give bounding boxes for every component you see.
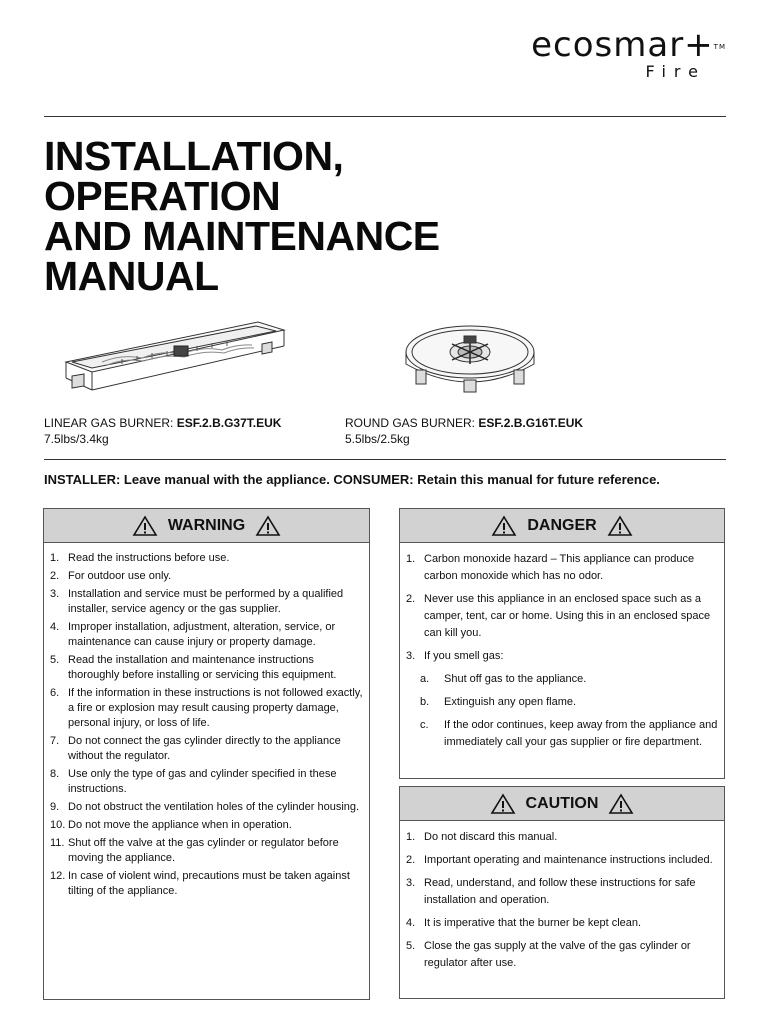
warning-item-number: 1. [50, 552, 60, 564]
warning-list [44, 543, 369, 899]
warning-item [50, 767, 363, 797]
danger-subitem-text: If the odor continues, keep away from the appliance and immediately call your gas supplier or fire department. [444, 719, 718, 748]
manual-title [44, 133, 440, 299]
middle-divider [44, 459, 726, 460]
warning-item-text: Read the instructions before use. [68, 552, 230, 564]
linear-burner-image [62, 318, 286, 394]
warning-item [50, 869, 363, 899]
warning-triangle-icon [491, 515, 517, 537]
top-divider [44, 116, 726, 117]
linear-burner-line [44, 415, 281, 431]
caution-heading: CAUTION [525, 794, 599, 812]
caution-item [406, 875, 718, 909]
caution-list [400, 821, 724, 972]
title-line-4: MANUAL [44, 253, 219, 299]
danger-subitem-text: Extinguish any open flame. [444, 696, 577, 708]
danger-item [406, 648, 718, 665]
warning-item [50, 569, 363, 584]
caution-item-number: 1. [406, 831, 416, 843]
brand-subtitle: Fire [645, 62, 706, 81]
caution-item [406, 938, 718, 972]
warning-triangle-icon [255, 515, 281, 537]
warning-item [50, 620, 363, 650]
caution-item-number: 3. [406, 877, 416, 889]
caution-item-number: 4. [406, 917, 416, 929]
round-burner-line [345, 415, 583, 431]
warning-item [50, 818, 363, 833]
danger-subitem [400, 694, 724, 711]
warning-triangle-icon [132, 515, 158, 537]
brand-name: ecosmar [531, 25, 685, 65]
danger-item [406, 551, 718, 585]
warning-item-number: 12. [50, 870, 66, 882]
caution-item-text: Do not discard this manual. [424, 831, 558, 843]
brand-trademark: TM [713, 43, 726, 51]
danger-subitem-letter: b. [420, 696, 430, 708]
round-burner-weight: 5.5lbs/2.5kg [345, 432, 410, 446]
warning-item-text: Installation and service must be performed by a qualified installer, service agency or the gas supplier. [68, 588, 344, 615]
warning-item [50, 551, 363, 566]
warning-triangle-icon [490, 793, 516, 815]
danger-item-text: If you smell gas: [424, 650, 504, 662]
caution-item-text: Close the gas supply at the valve of the gas cylinder or regulator after use. [424, 940, 691, 969]
caution-item-text: It is imperative that the burner be kept clean. [424, 917, 642, 929]
warning-item-number: 9. [50, 801, 60, 813]
title-line-2: OPERATION [44, 173, 281, 219]
caution-item-number: 5. [406, 940, 416, 952]
warning-item [50, 800, 363, 815]
warning-item-text: Read the installation and maintenance instructions thoroughly before installing or servicing this equipment. [68, 654, 337, 681]
warning-triangle-icon [608, 793, 634, 815]
brand-wordmark [531, 26, 726, 64]
warning-item-number: 2. [50, 570, 60, 582]
linear-burner-label: LINEAR GAS BURNER: [44, 416, 174, 430]
danger-item-text: Carbon monoxide hazard – This appliance can produce carbon monoxide which has no odor. [424, 553, 695, 582]
warning-item-number: 11. [50, 837, 65, 849]
caution-item [406, 852, 718, 869]
danger-item-text: Never use this appliance in an enclosed space such as a camper, tent, car or home. Using this in an enclosed space can kill you. [424, 593, 711, 639]
warning-item-number: 6. [50, 687, 60, 699]
title-line-3: AND MAINTENANCE [44, 213, 440, 259]
warning-item-text: Use only the type of gas and cylinder specified in these instructions. [68, 768, 337, 795]
caution-item-number: 2. [406, 854, 416, 866]
danger-sublist [400, 671, 724, 751]
linear-burner-model: ESF.2.B.G37T.EUK [176, 416, 282, 430]
brand-plus: + [684, 25, 714, 65]
warning-item-text: Do not obstruct the ventilation holes of the cylinder housing. [68, 801, 360, 813]
danger-subitem [400, 671, 724, 688]
danger-item [406, 591, 718, 642]
warning-item-text: In case of violent wind, precautions must be taken against tilting of the appliance. [68, 870, 350, 897]
danger-heading: DANGER [527, 516, 597, 534]
round-burner-model: ESF.2.B.G16T.EUK [478, 416, 584, 430]
warning-item-text: Do not move the appliance when in operation. [68, 819, 292, 831]
warning-item-number: 8. [50, 768, 60, 780]
warning-item [50, 686, 363, 731]
caution-item [406, 829, 718, 846]
danger-subitem [400, 717, 724, 751]
danger-item-number: 1. [406, 553, 416, 565]
caution-item [406, 915, 718, 932]
danger-subitem-text: Shut off gas to the appliance. [444, 673, 587, 685]
warning-header [44, 509, 369, 543]
warning-triangle-icon [607, 515, 633, 537]
warning-heading: WARNING [167, 516, 246, 534]
danger-item-number: 2. [406, 593, 416, 605]
warning-item-text: Improper installation, adjustment, alteration, service, or maintenance can cause injury or property damage. [68, 621, 336, 648]
warning-item-number: 5. [50, 654, 60, 666]
warning-item-text: For outdoor use only. [68, 570, 172, 582]
linear-burner-weight: 7.5lbs/3.4kg [44, 432, 109, 446]
brand-logo [531, 26, 726, 81]
installer-consumer-note: INSTALLER: Leave manual with the appliance. CONSUMER: Retain this manual for future reference. [44, 472, 660, 487]
round-burner-spec [345, 415, 583, 447]
danger-list [400, 543, 724, 665]
warning-item-number: 3. [50, 588, 60, 600]
danger-item-number: 3. [406, 650, 416, 662]
caution-item-text: Read, understand, and follow these instructions for safe installation and operation. [424, 877, 696, 906]
round-burner-image [402, 322, 538, 398]
danger-box [399, 508, 725, 779]
warning-item [50, 587, 363, 617]
warning-item [50, 653, 363, 683]
linear-burner-spec [44, 415, 281, 447]
warning-item-text: Do not connect the gas cylinder directly to the appliance without the regulator. [68, 735, 341, 762]
danger-subitem-letter: c. [420, 719, 429, 731]
caution-item-text: Important operating and maintenance instructions included. [424, 854, 713, 866]
warning-item-text: If the information in these instructions is not followed exactly, a fire or explosion may result causing property damage, personal injury, or loss of life. [68, 687, 363, 729]
danger-subitem-letter: a. [420, 673, 430, 685]
caution-header [400, 787, 724, 821]
warning-item-number: 10. [50, 819, 66, 831]
warning-item [50, 836, 363, 866]
title-line-1: INSTALLATION, [44, 133, 344, 179]
warning-item-number: 4. [50, 621, 60, 633]
warning-item-text: Shut off the valve at the gas cylinder or regulator before moving the appliance. [68, 837, 339, 864]
danger-header [400, 509, 724, 543]
warning-box [43, 508, 370, 1000]
warning-item-number: 7. [50, 735, 60, 747]
caution-box [399, 786, 725, 999]
warning-item [50, 734, 363, 764]
round-burner-label: ROUND GAS BURNER: [345, 416, 476, 430]
